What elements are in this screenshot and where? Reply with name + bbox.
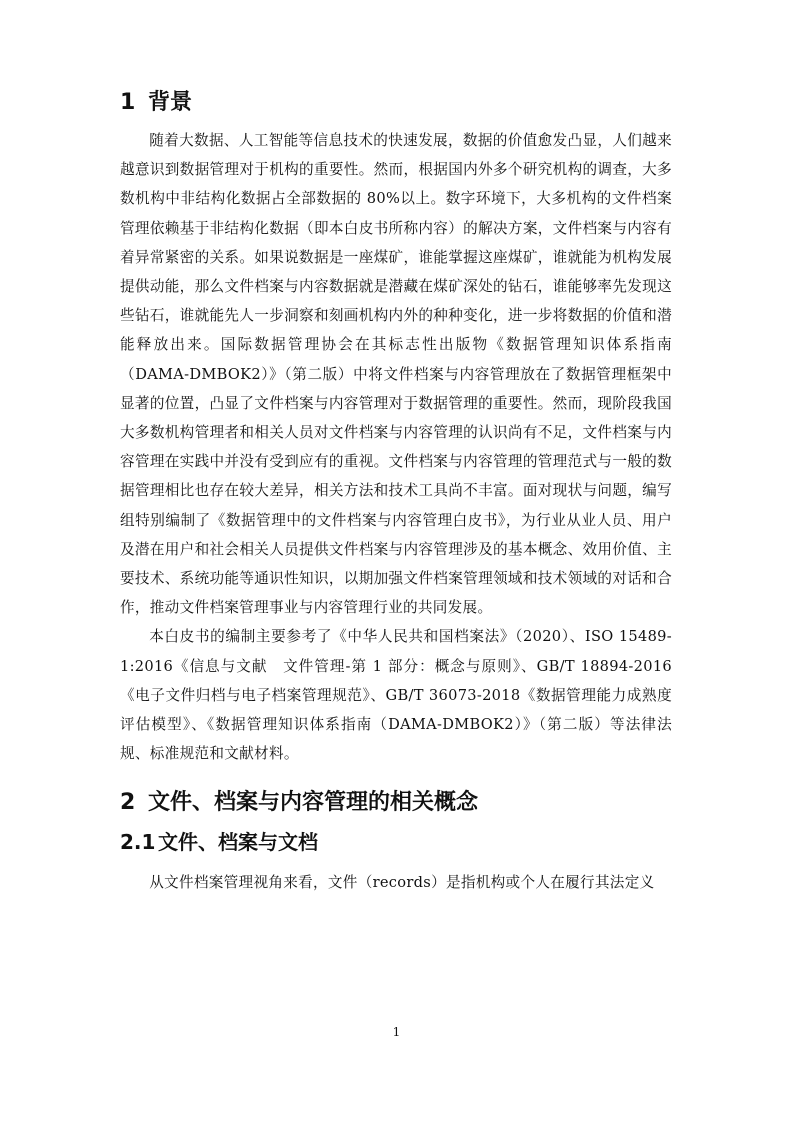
page-number: 1	[392, 1025, 401, 1039]
section-2-heading	[120, 788, 672, 818]
section-2-title: 文件、档案与内容管理的相关概念	[148, 790, 479, 816]
section-2-1-heading	[120, 828, 672, 856]
section-2-1-title: 文件、档案与文档	[158, 830, 318, 855]
section-1-paragraph-2: 本白皮书的编制主要参考了《中华人民共和国档案法》（2020）、ISO 15489-1:2016《信息与文献 文件管理-第 1 部分：概念与原则》、GB/T 18894-2016《电子文件归档与电子档案管理规范》、GB/T 36073-2018《数据管理能力成熟度评估模型》、《数据管理知识体系指南（DAMA-DMBOK2）》（第二版）等法律法规、标准规范和文献材料。	[120, 628, 672, 763]
section-1-paragraph-1: 随着大数据、人工智能等信息技术的快速发展，数据的价值愈发凸显，人们越来越意识到数据管理对于机构的重要性。然而，根据国内外多个研究机构的调查，大多数机构中非结构化数据占全部数据的 80%以上。数字环境下，大多机构的文件档案管理依赖基于非结构化数据（即本白皮书所称内容）的解决方案，文件档案与内容有着异常紧密的关系。如果说数据是一座煤矿，谁能掌握这座煤矿，谁就能为机构发展提供动能，那么文件档案与内容数据就是潜藏在煤矿深处的钻石，谁能够率先发现这些钻石，谁就能先人一步洞察和刻画机构内外的种种变化，进一步将数据的价值和潜能释放出来。国际数据管理协会在其标志性出版物《数据管理知识体系指南（DAMA-DMBOK2）》（第二版）中将文件档案与内容管理放在了数据管理框架中显著的位置，凸显了文件档案与内容管理对于数据管理的重要性。然而，现阶段我国大多数机构管理者和相关人员对文件档案与内容管理的认识尚有不足，文件档案与内容管理在实践中并没有受到应有的重视。文件档案与内容管理的管理范式与一般的数据管理相比也存在较大差异，相关方法和技术工具尚不丰富。面对现状与问题，编写组特别编制了《数据管理中的文件档案与内容管理白皮书》，为行业从业人员、用户及潜在用户和社会相关人员提供文件档案与内容管理涉及的基本概念、效用价值、主要技术、系统功能等通识性知识，以期加强文件档案管理领域和技术领域的对话和合作，推动文件档案管理事业与内容管理行业的共同发展。	[120, 132, 672, 617]
section-2-number: 2	[120, 790, 136, 816]
section-1-title: 背景	[148, 90, 193, 115]
section-2-1-number: 2.1	[120, 830, 156, 855]
section-1-number: 1	[120, 90, 136, 115]
section-1-heading	[120, 88, 672, 118]
section-2-1-paragraph: 从文件档案管理视角来看，文件（records）是指机构或个人在履行其法定义	[149, 874, 655, 892]
page-content	[120, 88, 672, 898]
